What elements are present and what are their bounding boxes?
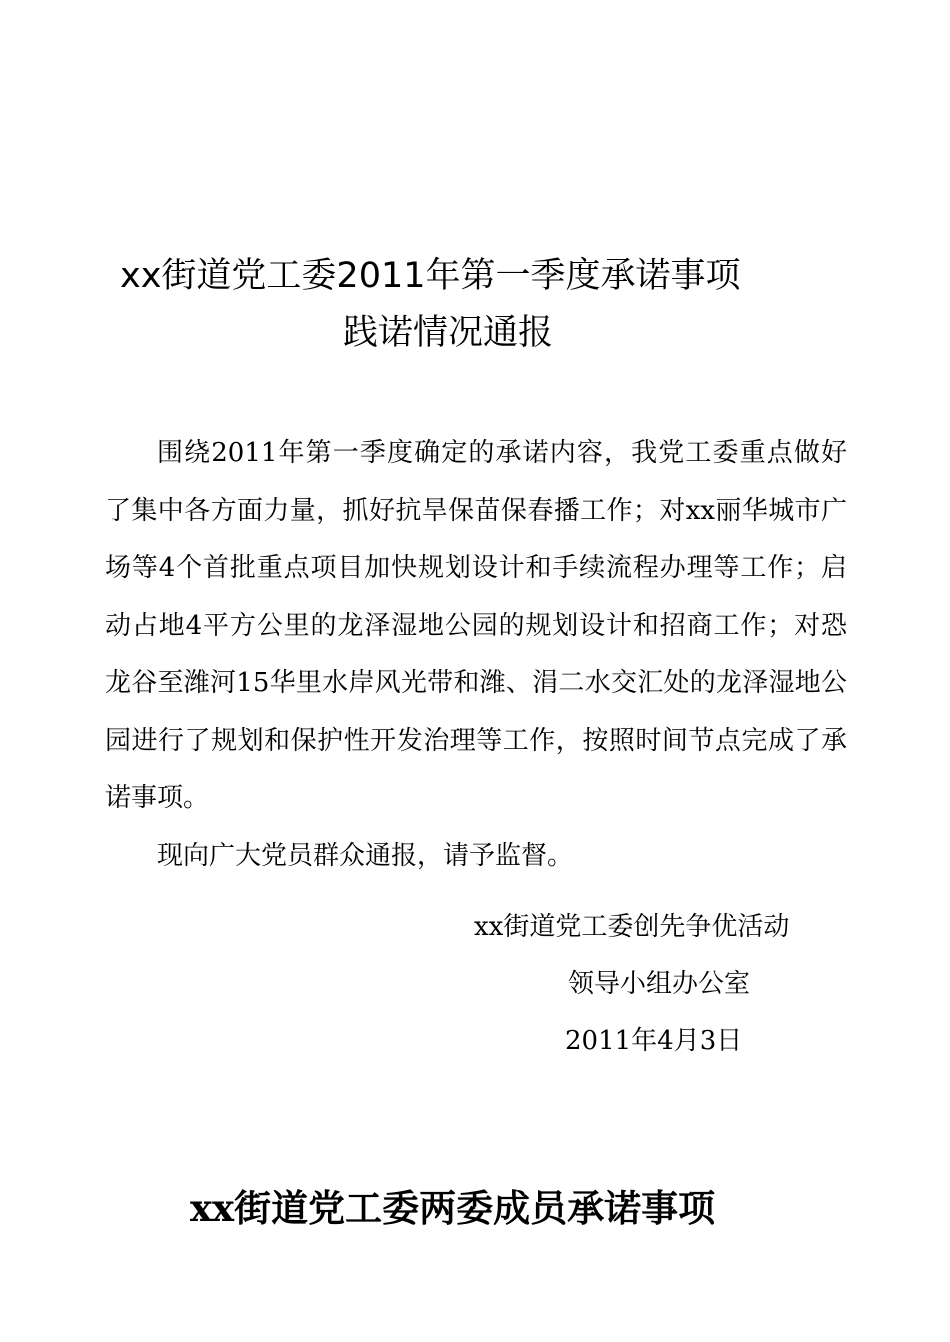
signature-org-line-2: 领导小组办公室 bbox=[568, 969, 751, 999]
report-title-line-1: xx街道党工委2011年第一季度承诺事项 bbox=[120, 256, 741, 296]
report-body bbox=[105, 425, 847, 885]
next-section-title: xx街道党工委两委成员承诺事项 bbox=[190, 1186, 716, 1230]
report-title-line-2: 践诺情况通报 bbox=[343, 313, 554, 353]
signature-date: 2011年4月3日 bbox=[565, 1026, 743, 1056]
body-paragraph-1: 围绕2011年第一季度确定的承诺内容，我党工委重点做好了集中各方面力量，抓好抗旱保苗保春播工作；对xx丽华城市广场等4个首批重点项目加快规划设计和手续流程办理等工作；启动占地4平方公里的龙泽湿地公园的规划设计和招商工作；对恐龙谷至潍河15华里水岸风光带和潍、涓二水交汇处的龙泽湿地公园进行了规划和保护性开发治理等工作，按照时间节点完成了承诺事项。 bbox=[105, 438, 847, 813]
signature-org-line-1: xx街道党工委创先争优活动 bbox=[474, 912, 790, 942]
body-paragraph-2: 现向广大党员群众通报，请予监督。 bbox=[157, 840, 574, 871]
